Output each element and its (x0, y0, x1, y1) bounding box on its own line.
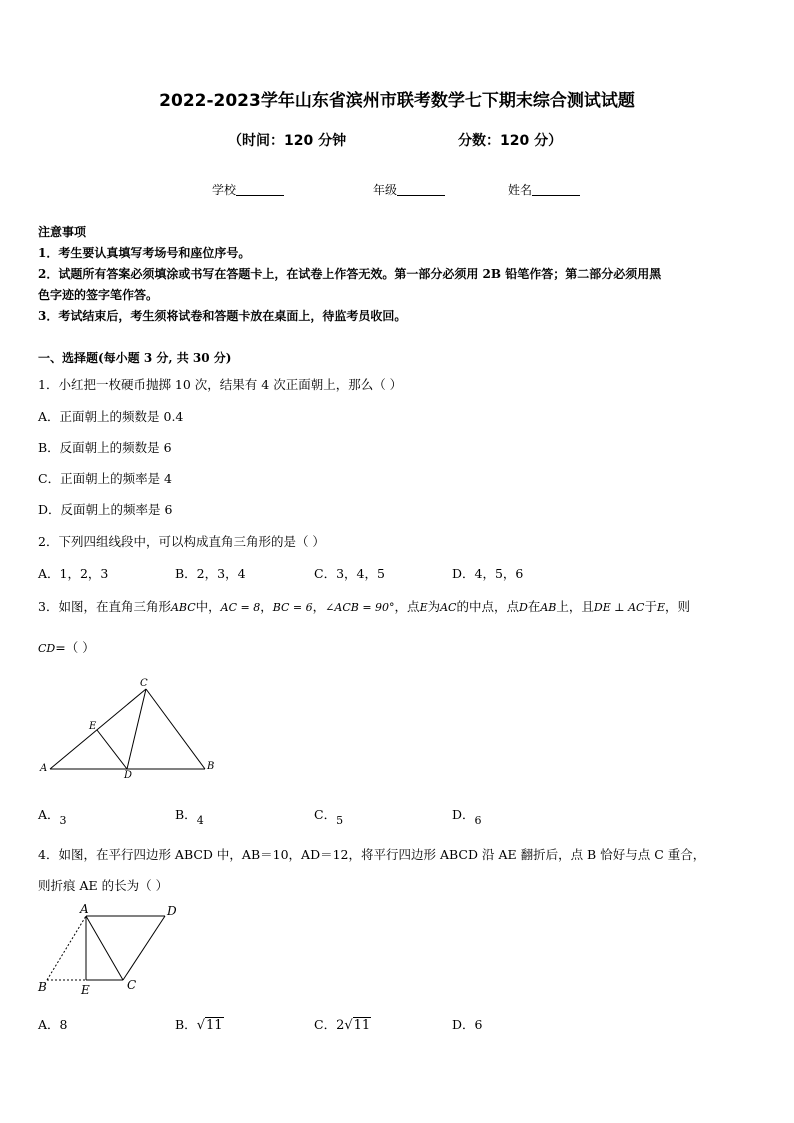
q3-stem-line2: CD=（ ） (38, 640, 95, 655)
notes-item: 色字迹的签字笔作答。 (38, 288, 159, 302)
q4-parallelogram-figure (30, 898, 190, 998)
name-label: 姓名 (508, 183, 533, 197)
q1-option-b[interactable]: B．反面朝上的频数是 6 (38, 440, 172, 455)
notes-item: 1．考生要认真填写考场号和座位序号。 (38, 246, 251, 260)
grade-blank[interactable] (397, 183, 445, 196)
q3-option-b[interactable]: B．4 (175, 807, 204, 827)
q3-label-c: C (140, 678, 148, 689)
q2-option-b[interactable]: B．2，3，4 (175, 566, 246, 581)
q3-label-e: E (89, 721, 97, 732)
q4-option-b[interactable]: B．√11 (175, 1017, 223, 1033)
q1-stem: 1．小红把一枚硬币抛掷 10 次，结果有 4 次正面朝上，那么（ ） (38, 377, 403, 392)
q2-option-c[interactable]: C．3，4，5 (314, 566, 385, 581)
q3-option-d[interactable]: D．6 (452, 807, 482, 827)
q4-stem-line2: 则折痕 AE 的长为（ ） (38, 878, 169, 893)
notes-heading: 注意事项 (38, 225, 87, 239)
q3-triangle-figure (30, 675, 230, 785)
notes-item: 3．考试结束后，考生须将试卷和答题卡放在桌面上，待监考员收回。 (38, 309, 407, 323)
grade-field[interactable] (373, 181, 445, 198)
q1-option-a[interactable]: A．正面朝上的频数是 0.4 (38, 409, 184, 424)
q2-stem: 2．下列四组线段中，可以构成直角三角形的是（ ） (38, 534, 325, 549)
q2-option-a[interactable]: A．1，2，3 (38, 566, 109, 581)
notes-section (38, 222, 762, 327)
page-title: 2022-2023学年山东省滨州市联考数学七下期末综合测试试题 (159, 91, 635, 111)
q2-option-d[interactable]: D．4，5，6 (452, 566, 524, 581)
notes-item: 2．试题所有答案必须填涂或书写在答题卡上，在试卷上作答无效。第一部分必须用 2B 铅笔作答；第二部分必须用黑 (38, 267, 662, 281)
section-heading: 一、选择题(每小题 3 分, 共 30 分) (38, 351, 232, 365)
q3-label-d: D (124, 770, 133, 781)
q4-option-d[interactable]: D．6 (452, 1017, 483, 1032)
q4-option-c[interactable]: C．2√11 (314, 1017, 371, 1033)
q4-label-a: A (80, 902, 89, 916)
q3-label-a: A (40, 763, 48, 774)
exam-score: 分数：120 分） (458, 133, 563, 149)
q4-label-c: C (127, 978, 137, 992)
q3-option-a[interactable]: A．3 (38, 807, 67, 827)
q3-stem: 3．如图，在直角三角形ABC中，AC = 8，BC = 6，∠ACB = 90°，点E为AC的中点，点D在AB上，且DE ⊥ AC于E，则 (38, 599, 691, 614)
q4-label-b: B (38, 980, 47, 994)
q4-stem: 4．如图，在平行四边形 ABCD 中，AB＝10，AD＝12，将平行四边形 ABCD 沿 AE 翻折后，点 B 恰好与点 C 重合， (38, 847, 706, 862)
name-field[interactable] (508, 181, 580, 198)
q1-option-d[interactable]: D．反面朝上的频率是 6 (38, 502, 173, 517)
q4-option-a[interactable]: A．8 (38, 1017, 68, 1032)
grade-label: 年级 (373, 183, 398, 197)
exam-time: （时间：120 分钟 (228, 133, 347, 149)
q3-label-b: B (207, 761, 215, 772)
name-blank[interactable] (532, 183, 580, 196)
school-label: 学校 (212, 183, 237, 197)
school-blank[interactable] (236, 183, 284, 196)
school-field[interactable] (212, 181, 284, 198)
q1-option-c[interactable]: C．正面朝上的频率是 4 (38, 471, 172, 486)
q4-label-e: E (81, 983, 90, 997)
q3-option-c[interactable]: C．5 (314, 807, 344, 827)
q4-label-d: D (167, 904, 177, 918)
